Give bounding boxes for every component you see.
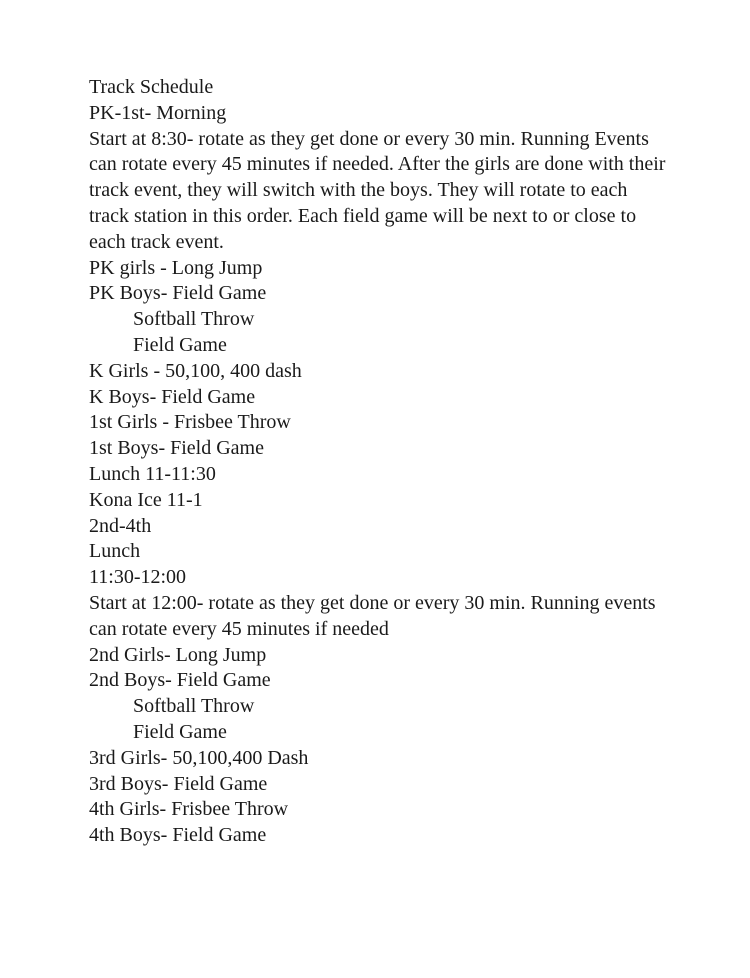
schedule-item-k-girls: K Girls - 50,100, 400 dash [89, 359, 302, 382]
session-heading-morning: PK-1st- Morning [89, 101, 227, 124]
schedule-item-3rd-girls: 3rd Girls- 50,100,400 Dash [89, 746, 309, 769]
schedule-item-1st-boys: 1st Boys- Field Game [89, 437, 264, 460]
schedule-item-4th-boys: 4th Boys- Field Game [89, 824, 267, 847]
lunch-time: 11:30-12:00 [89, 566, 187, 589]
schedule-item-3rd-boys: 3rd Boys- Field Game [89, 772, 268, 795]
lunch-morning: Lunch 11-11:30 [89, 462, 216, 485]
schedule-item-1st-girls: 1st Girls - Frisbee Throw [89, 411, 291, 434]
session-heading-afternoon: 2nd-4th [89, 514, 152, 537]
lunch-label: Lunch [89, 540, 141, 563]
morning-instructions: Start at 8:30- rotate as they get done or every 30 min. Running Events can rotate every 45 minutes if needed. After the girls are done with their track event, they will switch with the boys. They will rotate to each track station in this order. Each field game will be next to or close to each track event. [89, 127, 666, 253]
sub-item-field-game: Field Game [133, 720, 227, 743]
schedule-item-4th-girls: 4th Girls- Frisbee Throw [89, 798, 289, 821]
schedule-item-k-boys: K Boys- Field Game [89, 385, 256, 408]
sub-item-softball-throw: Softball Throw [133, 695, 255, 718]
afternoon-instructions: Start at 12:00- rotate as they get done or every 30 min. Running events can rotate every 45 minutes if needed [89, 591, 656, 640]
kona-ice: Kona Ice 11-1 [89, 488, 203, 511]
schedule-item-pk-girls: PK girls - Long Jump [89, 256, 263, 279]
document-title: Track Schedule [89, 76, 214, 98]
sub-item-softball-throw: Softball Throw [133, 308, 255, 331]
sub-item-field-game: Field Game [133, 333, 227, 356]
schedule-item-2nd-boys: 2nd Boys- Field Game [89, 669, 271, 692]
schedule-item-2nd-girls: 2nd Girls- Long Jump [89, 643, 267, 666]
document-page [89, 75, 669, 849]
schedule-item-pk-boys: PK Boys- Field Game [89, 282, 267, 305]
